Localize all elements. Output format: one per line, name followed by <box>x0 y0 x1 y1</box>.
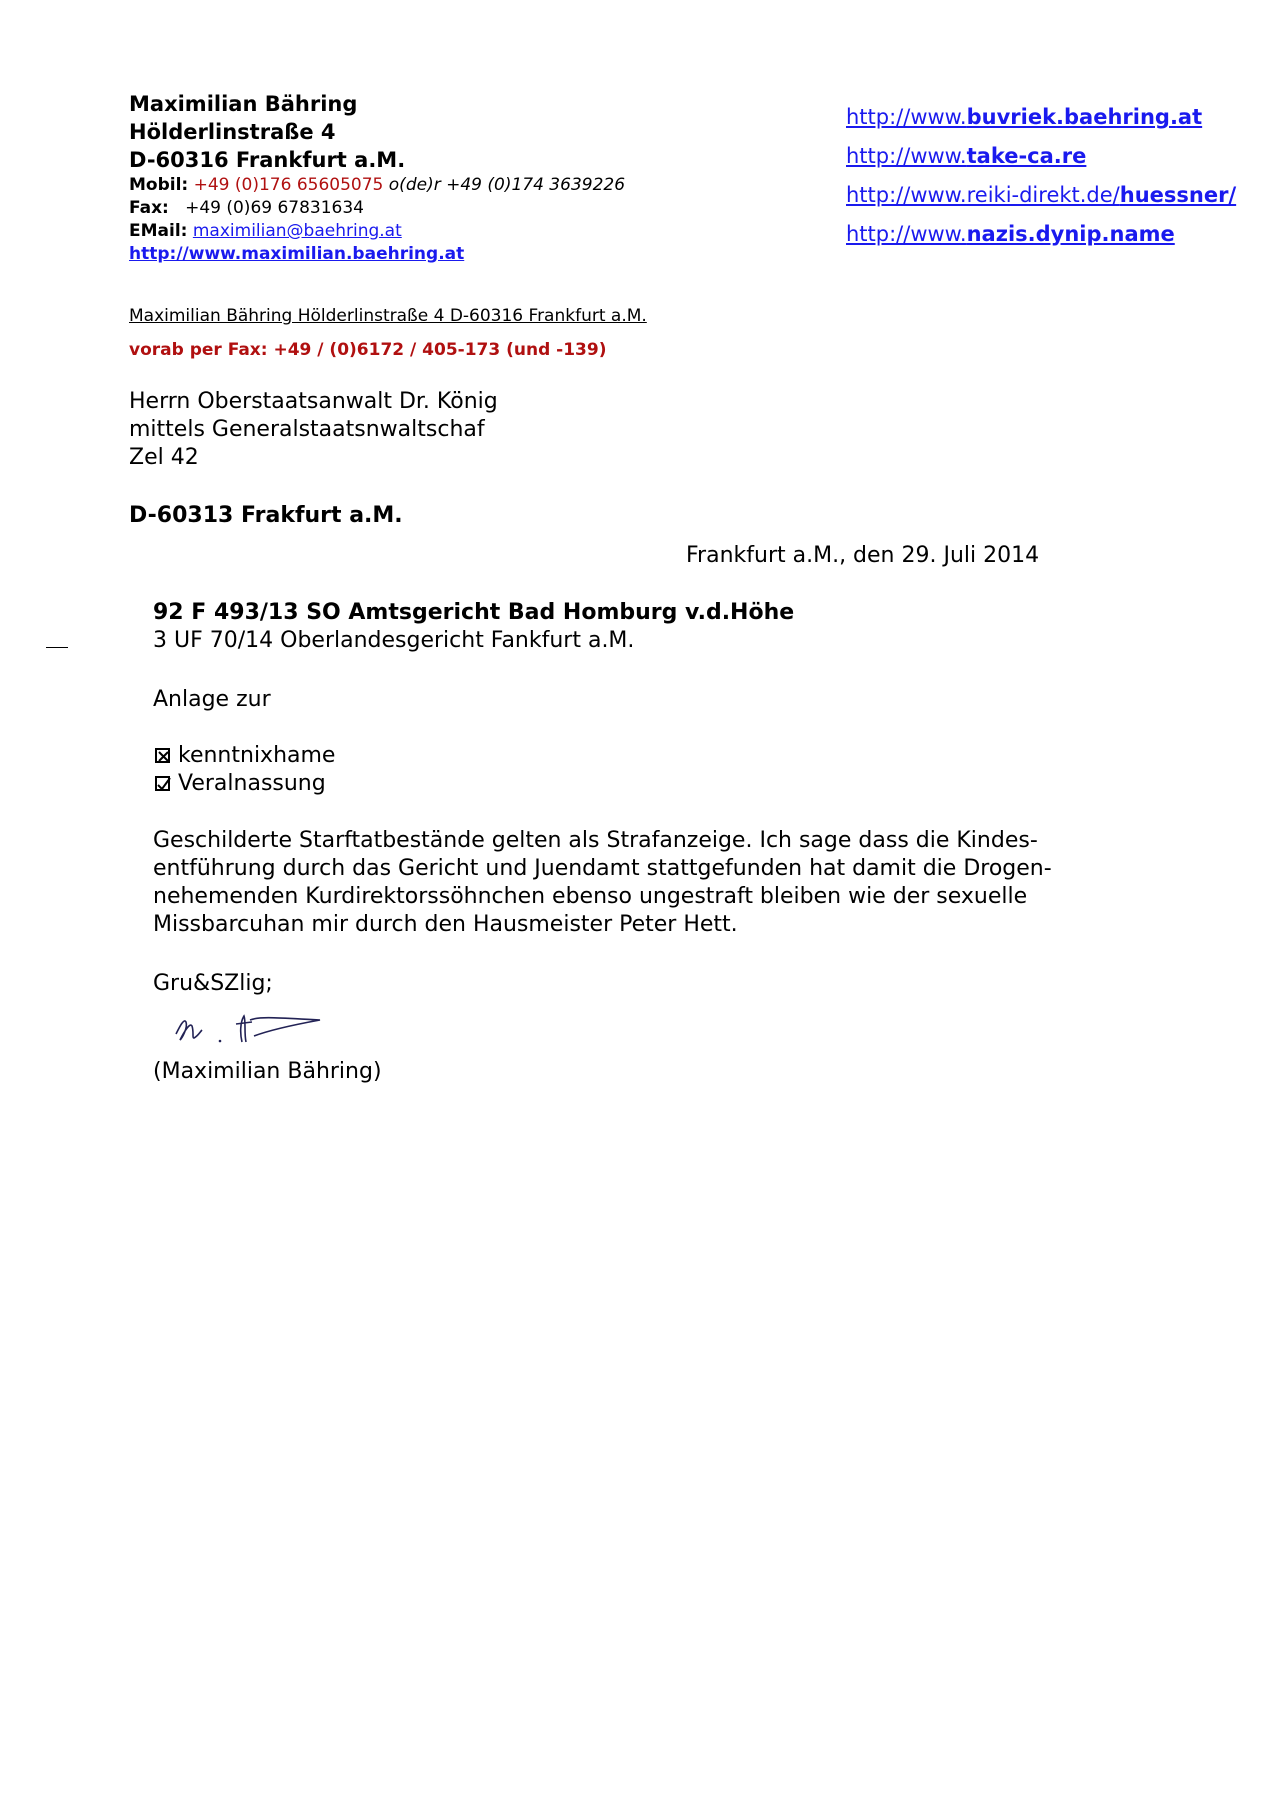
body-line: Geschilderte Starftatbestände gelten als Strafanzeige. Ich sage dass die Kindes- <box>153 828 1038 853</box>
fax-note-label: vorab per Fax: <box>129 340 268 360</box>
anlage-label: Anlage zur <box>153 687 271 712</box>
fax-note <box>129 340 606 360</box>
sender-email <box>129 220 625 243</box>
signature-image <box>170 1008 330 1058</box>
sender-block <box>129 90 625 266</box>
recipient-block <box>129 388 498 472</box>
recipient-line3: Zel 42 <box>129 445 199 470</box>
email-link[interactable]: maximilian@baehring.at <box>192 221 402 241</box>
checkbox-row-0 <box>155 742 335 770</box>
body-line: nehemenden Kurdirektorssöhnchen ebenso ungestraft bleiben wie der sexuelle <box>153 884 1028 909</box>
signature-name: (Maximilian Bähring) <box>153 1059 382 1084</box>
website-link[interactable]: http://www.maximilian.baehring.at <box>129 244 465 264</box>
recipient-city: D-60313 Frakfurt a.M. <box>129 503 403 528</box>
body-line: entführung durch das Gericht und Juendamt stattgefunden hat damit die Drogen- <box>153 856 1052 881</box>
fax-value: +49 (0)69 67831634 <box>185 198 365 218</box>
mobil-or: o(de)r <box>388 175 441 195</box>
sender-street: Hölderlinstraße 4 <box>129 120 336 144</box>
email-label: EMail: <box>129 221 188 241</box>
checkbox-label-1: Veralnassung <box>178 771 326 796</box>
checkbox-row-1 <box>155 770 326 798</box>
mobil-value: +49 (0)176 65605075 <box>193 175 384 195</box>
sender-name: Maximilian Bähring <box>129 92 358 116</box>
recipient-line2: mittels Generalstaatsnwaltschaf <box>129 417 485 442</box>
closing: Gru&SZlig; <box>153 971 273 996</box>
mobil-label: Mobil: <box>129 175 189 195</box>
return-address: Maximilian Bähring Hölderlinstraße 4 D-60316 Frankfurt a.M. <box>129 306 647 326</box>
checkbox-x-icon[interactable] <box>155 748 170 763</box>
checkbox-check-icon[interactable] <box>155 776 170 791</box>
web-link-0[interactable]: http://www.buvriek.baehring.at <box>846 105 1203 129</box>
fax-note-number: +49 / (0)6172 / 405-173 (und -139) <box>273 340 607 360</box>
fold-mark <box>46 647 68 648</box>
reference-line2: 3 UF 70/14 Oberlandesgericht Fankfurt a.M. <box>153 628 635 653</box>
sender-fax <box>129 197 625 220</box>
reference-line1: 92 F 493/13 SO Amtsgericht Bad Homburg v.d.Höhe <box>153 600 795 625</box>
fax-label: Fax: <box>129 198 169 218</box>
mobil-alt: +49 (0)174 3639226 <box>446 175 626 195</box>
sender-city: D-60316 Frankfurt a.M. <box>129 148 406 172</box>
checkbox-label-0: kenntnixhame <box>178 743 336 768</box>
recipient-line1: Herrn Oberstaatsanwalt Dr. König <box>129 389 498 414</box>
web-links <box>846 98 1236 254</box>
body-paragraph <box>153 827 1052 939</box>
web-link-1[interactable]: http://www.take-ca.re <box>846 144 1087 168</box>
letter-date: Frankfurt a.M., den 29. Juli 2014 <box>686 543 1040 568</box>
sender-website <box>129 243 625 266</box>
body-line: Missbarcuhan mir durch den Hausmeister Peter Hett. <box>153 912 738 937</box>
sender-mobil <box>129 174 625 197</box>
web-link-3[interactable]: http://www.nazis.dynip.name <box>846 222 1175 246</box>
web-link-2[interactable]: http://www.reiki-direkt.de/huessner/ <box>846 183 1237 207</box>
